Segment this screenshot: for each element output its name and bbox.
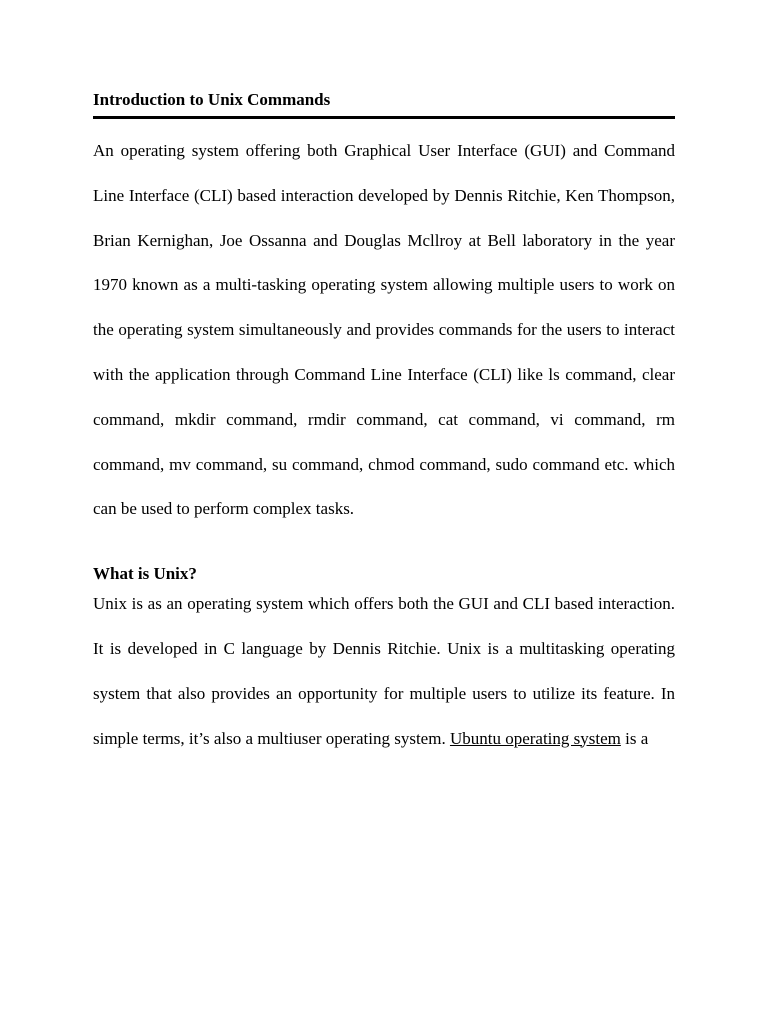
document-title: Introduction to Unix Commands <box>93 90 331 109</box>
section-paragraph <box>93 582 675 761</box>
intro-paragraph: An operating system offering both Graphical User Interface (GUI) and Command Line Interface (CLI) based interaction developed by Dennis Ritchie, Ken Thompson, Brian Kernighan, Joe Ossanna and Douglas Mcllroy at Bell laboratory in the year 1970 known as a multi-tasking operating system allowing multiple users to work on the operating system simultaneously and provides commands for the users to interact with the application through Command Line Interface (CLI) like ls command, clear command, mkdir command, rmdir command, cat command, vi command, rm command, mv command, su command, chmod command, sudo command etc. which can be used to perform complex tasks. <box>93 141 675 519</box>
title-underline-divider <box>93 116 675 119</box>
section-heading: What is Unix? <box>93 564 197 584</box>
ubuntu-os-link[interactable]: Ubuntu operating system <box>449 728 621 748</box>
section-text-after-link: is a <box>620 728 649 748</box>
section-text-before-link: Unix is as an operating system which offers both the GUI and CLI based interaction. It is developed in C language by Dennis Ritchie. Unix is a multitasking operating system that also provides an opportunity for multiple users to utilize its feature. In simple terms, it’s also a multiuser operating system. <box>93 594 675 748</box>
document-page <box>93 86 675 761</box>
